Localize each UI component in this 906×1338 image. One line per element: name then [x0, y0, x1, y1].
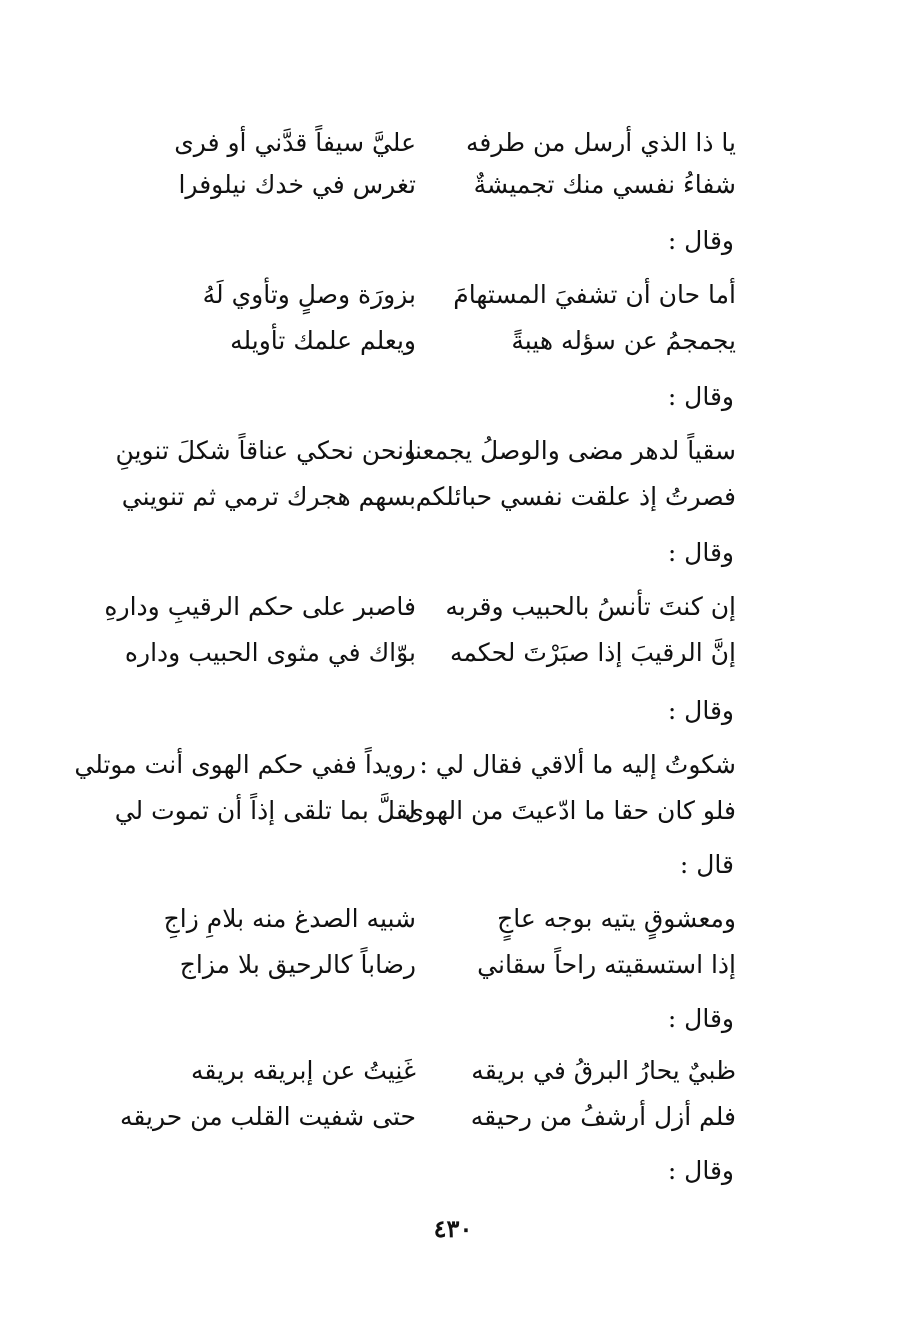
verse-line	[0, 270, 906, 320]
hemistich-second: بزورَة وصلٍ وتأوي لَهُ	[202, 280, 416, 309]
verse-line	[0, 472, 906, 522]
hemistich-second: تغرس في خدك نيلوفرا	[178, 170, 416, 199]
hemistich-first: أما حان أن تشفيَ المستهامَ	[453, 280, 736, 309]
hemistich-first: يا ذا الذي أرسل من طرفه	[465, 128, 736, 157]
verse-line	[0, 894, 906, 944]
verse-line	[0, 940, 906, 990]
hemistich-second: رضاباً كالرحيق بلا مزاج	[179, 950, 416, 979]
hemistich-first: ظبيٌ يحارُ البرقُ في بريقه	[471, 1056, 736, 1085]
hemistich-second: لقلَّ بما تلقى إذاً أن تموت لي	[114, 796, 416, 825]
stanza-intro: وقال :	[667, 1004, 734, 1033]
hemistich-first: فلم أزل أرشفُ من رحيقه	[470, 1102, 736, 1131]
stanza-intro: وقال :	[667, 696, 734, 725]
page-number: ٤٣٠	[433, 1214, 473, 1243]
hemistich-second: بوّاك في مثوى الحبيب وداره	[124, 638, 416, 667]
hemistich-first: شفاءُ نفسي منك تجميشةٌ	[473, 170, 736, 199]
verse-line	[0, 786, 906, 836]
hemistich-first: ومعشوقٍ يتيه بوجه عاجٍ	[497, 904, 736, 933]
hemistich-second: حتى شفيت القلب من حريقه	[119, 1102, 416, 1131]
stanza-intro: وقال :	[667, 538, 734, 567]
hemistich-first: إذا استسقيته راحاً سقاني	[477, 950, 736, 979]
hemistich-second: ونحن نحكي عناقاً شكلَ تنوينِ	[115, 436, 416, 465]
stanza-intro: وقال :	[667, 382, 734, 411]
hemistich-first: شكوتُ إليه ما ألاقي فقال لي :	[419, 750, 736, 779]
verse-line	[0, 628, 906, 678]
verse-line	[0, 316, 906, 366]
stanza-intro: وقال :	[667, 226, 734, 255]
hemistich-second: شبيه الصدغ منه بلامِ زاجِ	[163, 904, 416, 933]
hemistich-first: يجمجمُ عن سؤله هيبةً	[511, 326, 736, 355]
hemistich-first: إنَّ الرقيبَ إذا صبَرْتَ لحكمه	[449, 638, 736, 667]
verse-line	[0, 1092, 906, 1142]
hemistich-second: فاصبر على حكم الرقيبِ ودارهِ	[104, 592, 416, 621]
hemistich-second: ويعلم علمك تأويله	[230, 326, 416, 355]
hemistich-first: إن كنتَ تأنسُ بالحبيب وقربه	[445, 592, 736, 621]
verse-line	[0, 582, 906, 632]
hemistich-second: عليَّ سيفاً قدَّني أو فرى	[174, 128, 416, 157]
stanza-intro: وقال :	[667, 1156, 734, 1185]
hemistich-second: غَنِيتُ عن إبريقه بريقه	[191, 1056, 416, 1085]
verse-line	[0, 426, 906, 476]
hemistich-first: فلو كان حقا ما ادّعيتَ من الهوى	[404, 796, 736, 825]
verse-line	[0, 1046, 906, 1096]
verse-line	[0, 740, 906, 790]
hemistich-first: فصرتُ إذ علقت نفسي حبائلكم	[415, 482, 736, 511]
hemistich-second: بسهم هجرك ترمي ثم تنويني	[121, 482, 416, 511]
stanza-intro: قال :	[679, 850, 734, 879]
hemistich-second: رويداً ففي حكم الهوى أنت موتلي	[74, 750, 416, 779]
verse-line	[0, 160, 906, 210]
hemistich-first: سقياً لدهر مضى والوصلُ يجمعنا	[407, 436, 736, 465]
